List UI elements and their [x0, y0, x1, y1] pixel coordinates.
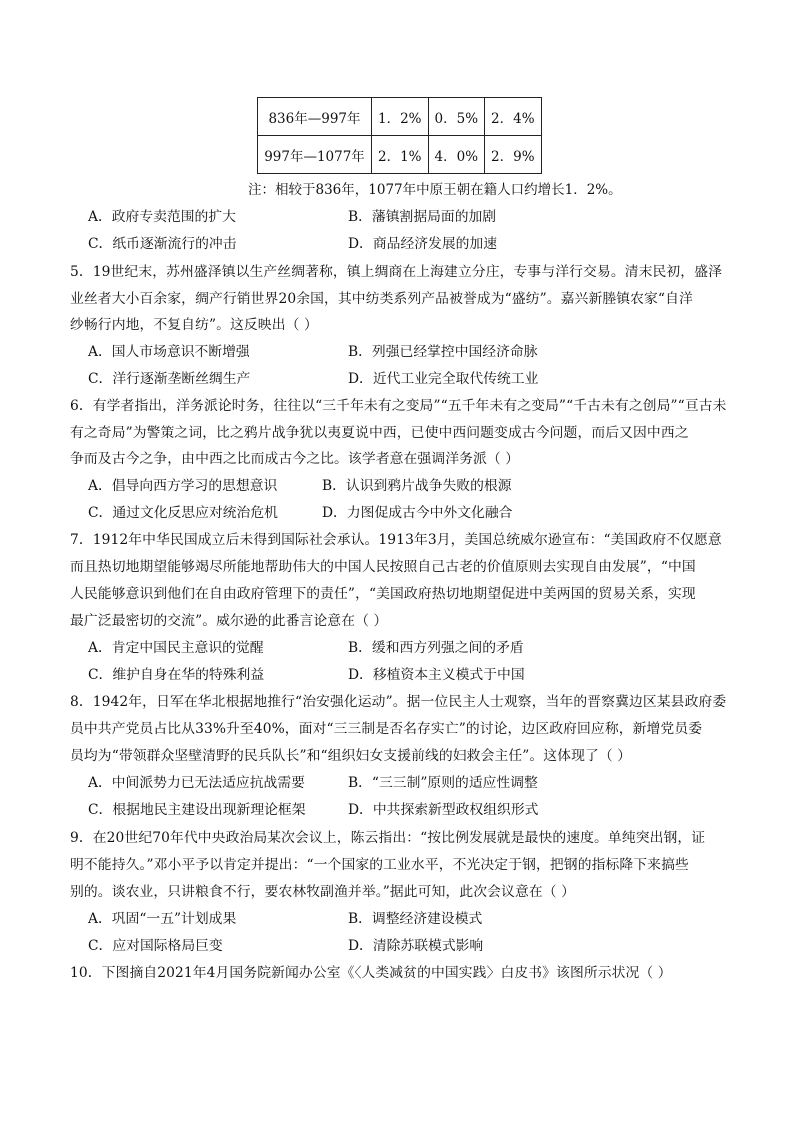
table-cell: 997年—1077年 — [258, 136, 372, 174]
q8-stem-line: 8．1942年，日军在华北根据地推行“治安强化运动”。据一位民主人士观察，当年的晋察冀边区某县政府委 — [70, 694, 727, 710]
table-cell: 2．4% — [485, 98, 542, 136]
q6-option-d: D．力图促成古今中外文化融合 — [322, 505, 513, 521]
table-cell: 2．1% — [372, 136, 429, 174]
table-cell: 0．5% — [428, 98, 485, 136]
q6-option-b: B．认识到鸦片战争失败的根源 — [322, 478, 512, 494]
table-row — [258, 136, 542, 174]
q6-stem-line: 争而及古今之争，由中西之比而成古今之比。该学者意在强调洋务派（ ） — [70, 451, 520, 467]
q9-stem-line: 9．在20世纪70年代中央政治局某次会议上，陈云指出：“按比例发展就是最快的速度。单纯突出钢，证 — [70, 830, 706, 846]
q7-option-b: B．缓和西方列强之间的矛盾 — [348, 640, 524, 656]
q9-stem-line: 明不能持久。”邓小平予以肯定并提出：“一个国家的工业水平，不光决定于钢，把钢的指标降下来搞些 — [70, 857, 689, 873]
q5-stem-line: 业丝者大小百余家，绸产行销世界20余国，其中纺类系列产品被誉成为“盛纺”。嘉兴新塍镇农家“自洋 — [70, 291, 693, 307]
q9-stem-line: 别的。谈农业，只讲粮食不行，要农林牧副渔并举。”据此可知，此次会议意在（ ） — [70, 884, 576, 900]
table-row — [258, 98, 542, 136]
q8-option-a: A．中间派势力已无法适应抗战需要 — [88, 775, 305, 791]
q9-option-b: B．调整经济建设模式 — [348, 911, 483, 927]
q6-option-a: A．倡导向西方学习的思想意识 — [88, 478, 278, 494]
q6-option-c: C．通过文化反思应对统治危机 — [88, 505, 278, 521]
q10-stem-line: 10．下图摘自2021年4月国务院新闻办公室《〈人类减贫的中国实践〉白皮书》该图所示状况（ ） — [70, 965, 672, 981]
q6-stem-line: 6．有学者指出，洋务派论时务，往往以“三千年未有之变局”“五千年未有之变局”“千古未有之创局”“亘古未 — [70, 398, 727, 414]
table-cell: 836年—997年 — [258, 98, 372, 136]
q8-stem-line: 员中共产党员占比从33%升至40%，面对“三三制是否名存实亡”的讨论，边区政府回应称，新增党员委 — [70, 721, 703, 737]
q6-stem-line: 有之奇局”为警策之词，比之鸦片战争犹以夷夏说中西，已使中西问题变成古今问题，而后又因中西之 — [70, 425, 689, 441]
q4-option-c: C．纸币逐渐流行的冲击 — [88, 236, 237, 252]
q8-stem-line: 员均为“带领群众坚壁清野的民兵队长”和“组织妇女支援前线的妇救会主任”。这体现了（ ） — [70, 748, 632, 764]
table-cell: 1．2% — [372, 98, 429, 136]
q5-stem-line: 纱畅行内地，不复自纺”。这反映出（ ） — [70, 317, 318, 333]
q5-option-b: B．列强已经掌控中国经济命脉 — [348, 344, 538, 360]
q7-option-d: D．移植资本主义模式于中国 — [348, 667, 525, 683]
q9-option-a: A．巩固“一五”计划成果 — [88, 911, 237, 927]
q5-option-c: C．洋行逐渐垄断丝绸生产 — [88, 371, 251, 387]
table-cell: 2．9% — [485, 136, 542, 174]
q9-option-c: C．应对国际格局巨变 — [88, 938, 223, 954]
q8-option-b: B．“三三制”原则的适应性调整 — [348, 775, 538, 791]
q4-option-a: A．政府专卖范围的扩大 — [88, 209, 236, 225]
q8-option-c: C．根据地民主建设出现新理论框架 — [88, 802, 306, 818]
population-growth-table — [257, 97, 542, 174]
q7-stem-line: 而且热切地期望能够竭尽所能地帮助伟大的中国人民按照自己古老的价值原则去实现自由发展”，“中国 — [70, 559, 696, 575]
q7-stem-line: 最广泛最密切的交流”。威尔逊的此番言论意在（ ） — [70, 613, 388, 629]
q8-option-d: D．中共探索新型政权组织形式 — [348, 802, 539, 818]
q7-stem-line: 7．1912年中华民国成立后未得到国际社会承认。1913年3月，美国总统威尔逊宣布：“美国政府不仅愿意 — [70, 532, 722, 548]
q4-option-d: D．商品经济发展的加速 — [348, 236, 498, 252]
q4-option-b: B．藩镇割据局面的加剧 — [348, 209, 497, 225]
q7-option-c: C．维护自身在华的特殊利益 — [88, 667, 265, 683]
q7-stem-line: 人民能够意识到他们在自由政府管理下的责任”，“美国政府热切地期望促进中美两国的贸易关系，实现 — [70, 586, 696, 602]
q5-stem-line: 5．19世纪末，苏州盛泽镇以生产丝绸著称，镇上绸商在上海建立分庄，专事与洋行交易。清末民初，盛泽 — [70, 264, 722, 280]
q5-option-d: D．近代工业完全取代传统工业 — [348, 371, 539, 387]
q7-option-a: A．肯定中国民主意识的觉醒 — [88, 640, 264, 656]
table-cell: 4．0% — [428, 136, 485, 174]
q9-option-d: D．清除苏联模式影响 — [348, 938, 484, 954]
table-note: 注：相较于836年，1077年中原王朝在籍人口约增长1．2%。 — [248, 182, 622, 198]
q5-option-a: A．国人市场意识不断增强 — [88, 344, 250, 360]
